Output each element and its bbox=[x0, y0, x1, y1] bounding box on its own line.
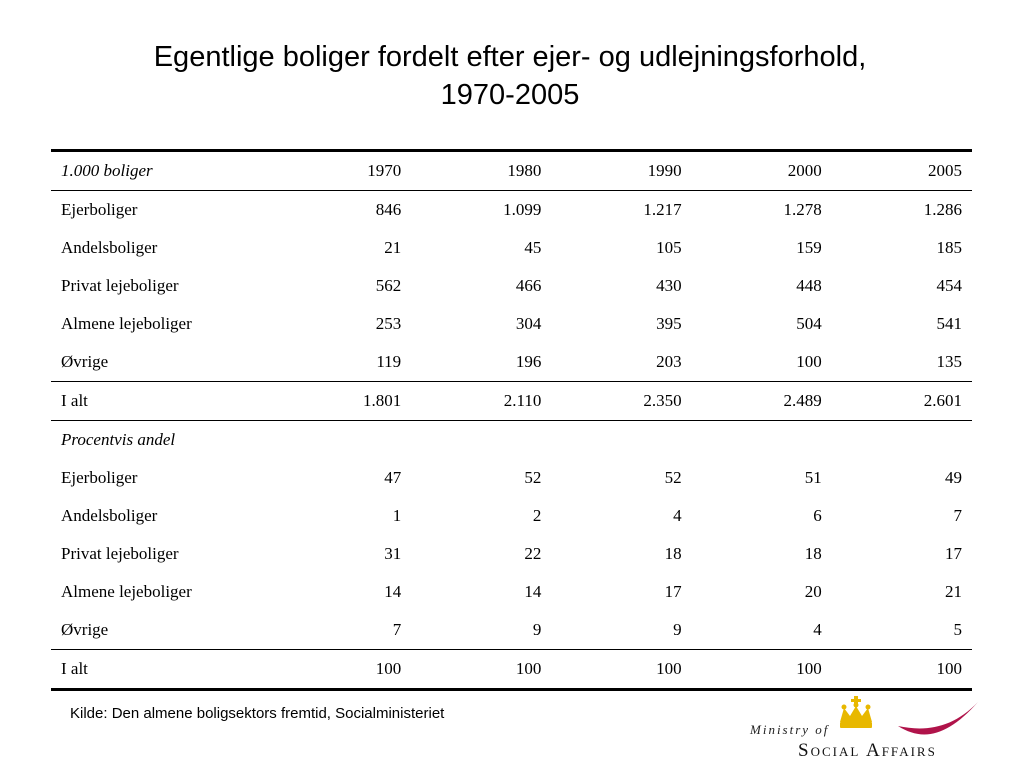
cell-value: 7 bbox=[392, 620, 402, 639]
housing-table bbox=[51, 149, 972, 691]
cell-value: 20 bbox=[804, 582, 822, 601]
cell-value: 100 bbox=[271, 650, 411, 690]
cell-value: 1.278 bbox=[783, 200, 822, 219]
section-header-row bbox=[51, 421, 972, 460]
cell-value: 18 bbox=[804, 544, 822, 563]
cell-value: 1.217 bbox=[643, 200, 682, 219]
row-label: Ejerboliger bbox=[61, 200, 138, 219]
table-row bbox=[51, 459, 972, 497]
cell-value: 430 bbox=[656, 276, 682, 295]
slide-title bbox=[60, 38, 960, 114]
row-label: I alt bbox=[51, 650, 271, 690]
cell-value: 1.286 bbox=[923, 200, 962, 219]
table-header-row bbox=[51, 151, 972, 191]
cell-value: 105 bbox=[656, 238, 682, 257]
cell-value: 9 bbox=[532, 620, 542, 639]
row-label: Privat lejeboliger bbox=[61, 276, 179, 295]
cell-value: 1 bbox=[392, 506, 402, 525]
table-row bbox=[51, 343, 972, 382]
row-label: Øvrige bbox=[61, 352, 109, 371]
cell-value: 14 bbox=[384, 582, 402, 601]
header-year: 1990 bbox=[551, 151, 691, 191]
cell-value: 846 bbox=[375, 200, 402, 219]
cell-value: 196 bbox=[515, 352, 542, 371]
table-row bbox=[51, 229, 972, 267]
header-unit-label: 1.000 boliger bbox=[51, 151, 271, 191]
cell-value: 466 bbox=[515, 276, 542, 295]
row-label: I alt bbox=[51, 382, 271, 421]
cell-value: 541 bbox=[936, 314, 962, 333]
cell-value: 6 bbox=[813, 506, 822, 525]
table-row bbox=[51, 611, 972, 650]
cell-value: 100 bbox=[411, 650, 551, 690]
row-label: Ejerboliger bbox=[61, 468, 138, 487]
section-label: Procentvis andel bbox=[61, 430, 176, 449]
cell-value: 17 bbox=[945, 544, 962, 563]
source-note: Kilde: Den almene boligsektors fremtid, Socialministeriet bbox=[70, 705, 445, 722]
cell-value: 7 bbox=[953, 506, 962, 525]
cell-value: 52 bbox=[664, 468, 682, 487]
cell-value: 2.350 bbox=[551, 382, 691, 421]
slide-title-line2: 1970-2005 bbox=[440, 79, 580, 111]
cell-value: 5 bbox=[953, 620, 962, 639]
header-year: 2000 bbox=[692, 151, 832, 191]
logo-text-ministry: Ministry of bbox=[750, 722, 830, 737]
cell-value: 159 bbox=[796, 238, 822, 257]
header-year: 1970 bbox=[271, 151, 411, 191]
cell-value: 22 bbox=[524, 544, 542, 563]
logo-text-social-affairs: Social Affairs bbox=[798, 740, 937, 761]
cell-value: 100 bbox=[796, 352, 822, 371]
cell-value: 2 bbox=[532, 506, 542, 525]
cell-value: 17 bbox=[664, 582, 682, 601]
cell-value: 100 bbox=[551, 650, 691, 690]
cell-value: 203 bbox=[656, 352, 682, 371]
cell-value: 395 bbox=[656, 314, 682, 333]
table-row bbox=[51, 573, 972, 611]
cell-value: 135 bbox=[936, 352, 962, 371]
table-row bbox=[51, 267, 972, 305]
cell-value: 2.110 bbox=[411, 382, 551, 421]
cell-value: 31 bbox=[384, 544, 402, 563]
total-row bbox=[51, 382, 972, 421]
cell-value: 1.099 bbox=[503, 200, 542, 219]
cell-value: 9 bbox=[673, 620, 682, 639]
cell-value: 45 bbox=[524, 238, 542, 257]
header-year: 2005 bbox=[832, 151, 972, 191]
cell-value: 185 bbox=[936, 238, 962, 257]
cell-value: 562 bbox=[375, 276, 402, 295]
cell-value: 454 bbox=[936, 276, 962, 295]
header-year: 1980 bbox=[411, 151, 551, 191]
table-row bbox=[51, 305, 972, 343]
cell-value: 448 bbox=[796, 276, 822, 295]
table-row bbox=[51, 191, 972, 230]
table-row bbox=[51, 497, 972, 535]
cell-value: 21 bbox=[384, 238, 402, 257]
cell-value: 21 bbox=[945, 582, 962, 601]
cell-value: 1.801 bbox=[271, 382, 411, 421]
row-label: Andelsboliger bbox=[61, 238, 158, 257]
row-label: Almene lejeboliger bbox=[61, 582, 192, 601]
cell-value: 4 bbox=[813, 620, 822, 639]
cell-value: 304 bbox=[515, 314, 542, 333]
cell-value: 100 bbox=[832, 650, 972, 690]
row-label: Almene lejeboliger bbox=[61, 314, 192, 333]
cell-value: 52 bbox=[524, 468, 542, 487]
cell-value: 119 bbox=[376, 352, 402, 371]
row-label: Øvrige bbox=[61, 620, 109, 639]
ministry-logo bbox=[748, 692, 998, 764]
cell-value: 2.489 bbox=[692, 382, 832, 421]
cell-value: 49 bbox=[945, 468, 962, 487]
cell-value: 4 bbox=[673, 506, 682, 525]
cell-value: 47 bbox=[384, 468, 402, 487]
cell-value: 100 bbox=[692, 650, 832, 690]
table-row bbox=[51, 535, 972, 573]
cell-value: 253 bbox=[375, 314, 402, 333]
row-label: Andelsboliger bbox=[61, 506, 158, 525]
cell-value: 14 bbox=[524, 582, 542, 601]
cell-value: 504 bbox=[796, 314, 822, 333]
cell-value: 51 bbox=[804, 468, 822, 487]
row-label: Privat lejeboliger bbox=[61, 544, 179, 563]
cell-value: 2.601 bbox=[832, 382, 972, 421]
slide-title-line1: Egentlige boliger fordelt efter ejer- og udlejningsforhold, bbox=[153, 41, 867, 73]
cell-value: 18 bbox=[664, 544, 682, 563]
total-row bbox=[51, 650, 972, 690]
